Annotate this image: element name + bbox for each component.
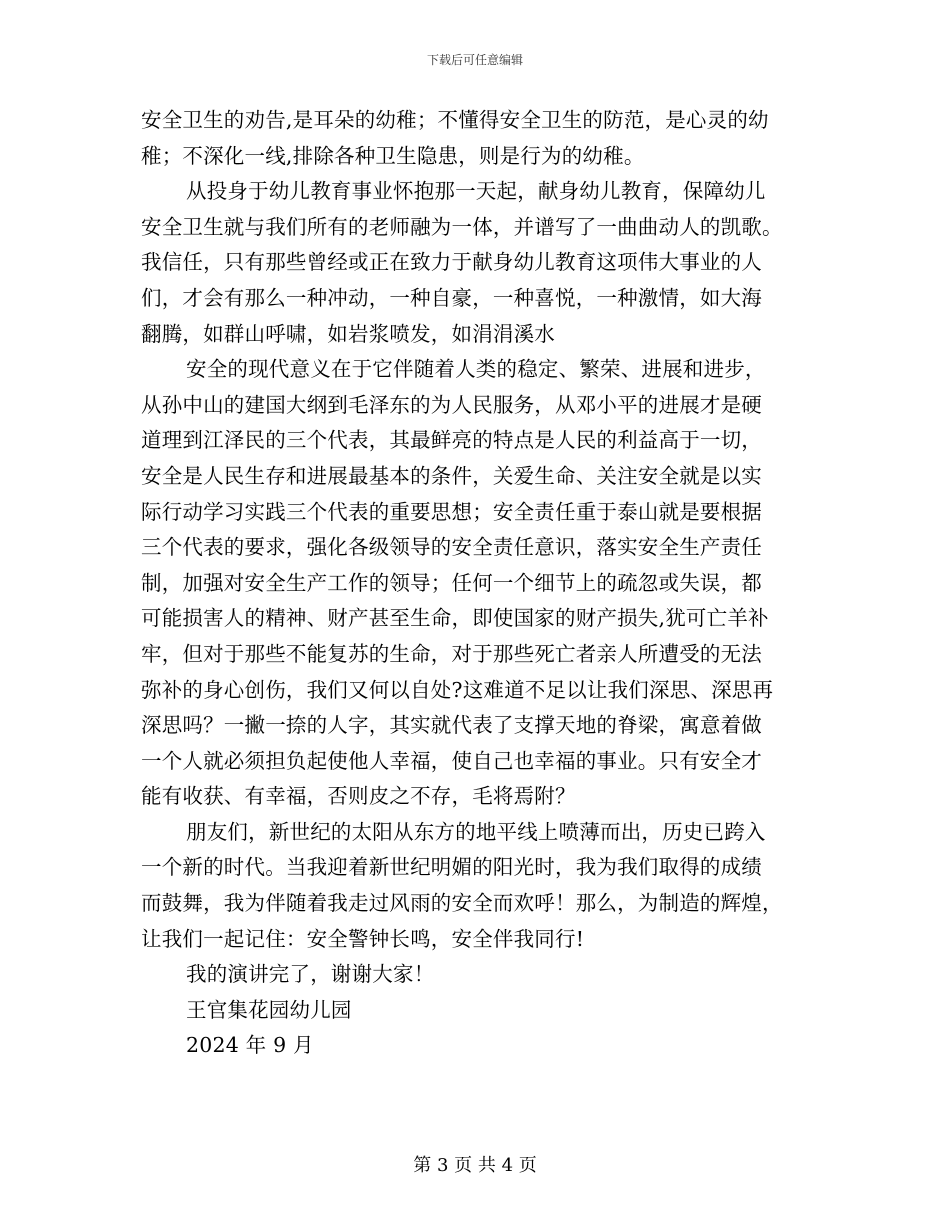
body-line: 翻腾，如群山呼啸，如岩浆喷发，如涓涓溪水: [141, 321, 555, 346]
body-line: 安全是人民生存和进展最基本的条件，关爱生命、关注安全就是以实: [141, 463, 762, 488]
page-header: 下载后可任意编辑: [426, 53, 523, 67]
page-number: 第 3 页 共 4 页: [413, 1155, 537, 1176]
body-line: 稚；不深化一线,排除各种卫生隐患，则是行为的幼稚。: [141, 143, 645, 168]
body-line: 弥补的身心创伤，我们又何以自处?这难道不足以让我们深思、深思再: [141, 677, 774, 702]
closing-line: 我的演讲完了，谢谢大家！: [186, 962, 435, 987]
body-line: 制，加强对安全生产工作的领导；任何一个细节上的疏忽或失误，都: [141, 570, 762, 595]
body-line: 深思吗？一撇一捺的人字，其实就代表了支撑天地的脊梁，寓意着做: [141, 713, 762, 738]
body-line: 我信任，只有那些曾经或正在致力于献身幼儿教育这项伟大事业的人: [141, 250, 762, 275]
body-line: 可能损害人的精神、财产甚至生命，即使国家的财产损失,犹可亡羊补: [141, 606, 769, 631]
signature-organization: 王官集花园幼儿园: [186, 997, 352, 1022]
body-line: 让我们一起记住：安全警钟长鸣，安全伴我同行!: [141, 926, 585, 951]
body-line: 安全卫生就与我们所有的老师融为一体，并谱写了一曲曲动人的凯歌。: [141, 214, 783, 239]
body-line: 朋友们，新世纪的太阳从东方的地平线上喷薄而出，历史已跨入: [186, 819, 766, 844]
body-line: 从投身于幼儿教育事业怀抱那一天起，献身幼儿教育，保障幼儿: [186, 179, 766, 204]
signature-date: 2024 年 9 月: [186, 1033, 314, 1058]
body-line: 三个代表的要求，强化各级领导的安全责任意识，落实安全生产责任: [141, 535, 762, 560]
body-line: 一个人就必须担负起使他人幸福，使自己也幸福的事业。只有安全才: [141, 748, 762, 773]
body-line: 从孙中山的建国大纲到毛泽东的为人民服务，从邓小平的进展才是硬: [141, 392, 762, 417]
body-line: 安全的现代意义在于它伴随着人类的稳定、繁荣、进展和进步，: [186, 357, 766, 382]
body-line: 们，才会有那么一种冲动，一种自豪，一种喜悦，一种激情，如大海: [141, 285, 762, 310]
body-line: 一个新的时代。当我迎着新世纪明媚的阳光时，我为我们取得的成绩: [141, 855, 762, 880]
body-line: 能有收获、有幸福，否则皮之不存，毛将焉附？: [141, 784, 576, 809]
body-line: 安全卫生的劝告,是耳朵的幼稚；不懂得安全卫生的防范，是心灵的幼: [141, 108, 769, 132]
body-line: 而鼓舞，我为伴随着我走过风雨的安全而欢呼！那么，为制造的辉煌，: [141, 891, 783, 916]
body-line: 道理到江泽民的三个代表，其最鲜亮的特点是人民的利益高于一切，: [141, 428, 762, 453]
document-body: [141, 103, 811, 1064]
body-line: 际行动学习实践三个代表的重要思想；安全责任重于泰山就是要根据: [141, 499, 762, 524]
body-line: 牢，但对于那些不能复苏的生命，对于那些死亡者亲人所遭受的无法: [141, 641, 762, 666]
